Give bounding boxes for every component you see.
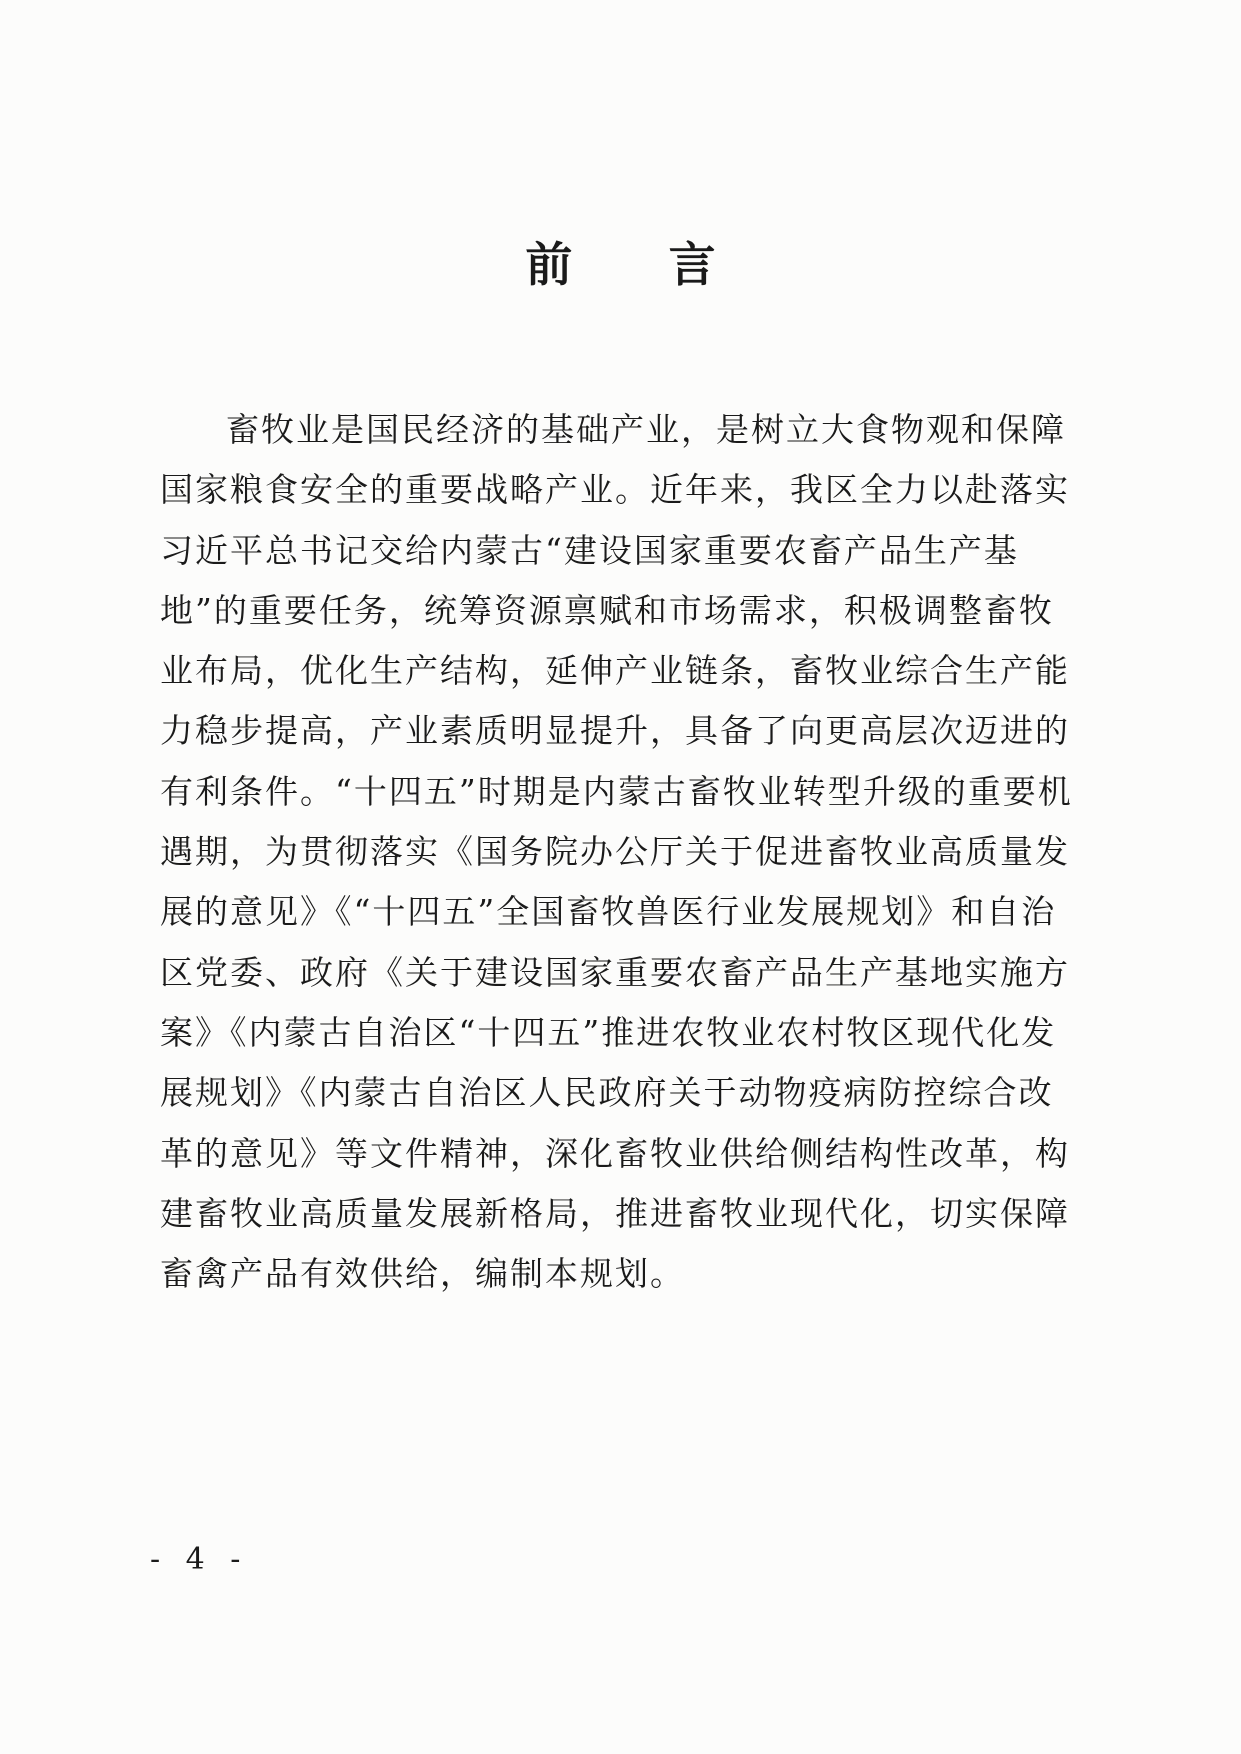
paragraph: 畜牧业是国民经济的基础产业，是树立大食物观和保障国家粮食安全的重要战略产业。近年来，我区全力以赴落实习近平总书记交给内蒙古“建设国家重要农畜产品生产基地”的重要任务，统筹资源禀赋和市场需求，积极调整畜牧业布局，优化生产结构，延伸产业链条，畜牧业综合生产能力稳步提高，产业素质明显提升，具备了向更高层次迈进的有利条件。“十四五”时期是内蒙古畜牧业转型升级的重要机遇期，为贯彻落实《国务院办公厅关于促进畜牧业高质量发展的意见》《“十四五”全国畜牧兽医行业发展规划》和自治区党委、政府《关于建设国家重要农畜产品生产基地实施方案》《内蒙古自治区“十四五”推进农牧业农村牧区现代化发展规划》《内蒙古自治区人民政府关于动物疫病防控综合改革的意见》等文件精神，深化畜牧业供给侧结构性改革，构建畜牧业高质量发展新格局，推进畜牧业现代化，切实保障畜禽产品有效供给，编制本规划。 (160, 410, 1073, 1294)
body-text (160, 400, 1080, 1304)
page-number: - 4 - (150, 1542, 249, 1577)
page-title: 前 言 (525, 238, 756, 293)
